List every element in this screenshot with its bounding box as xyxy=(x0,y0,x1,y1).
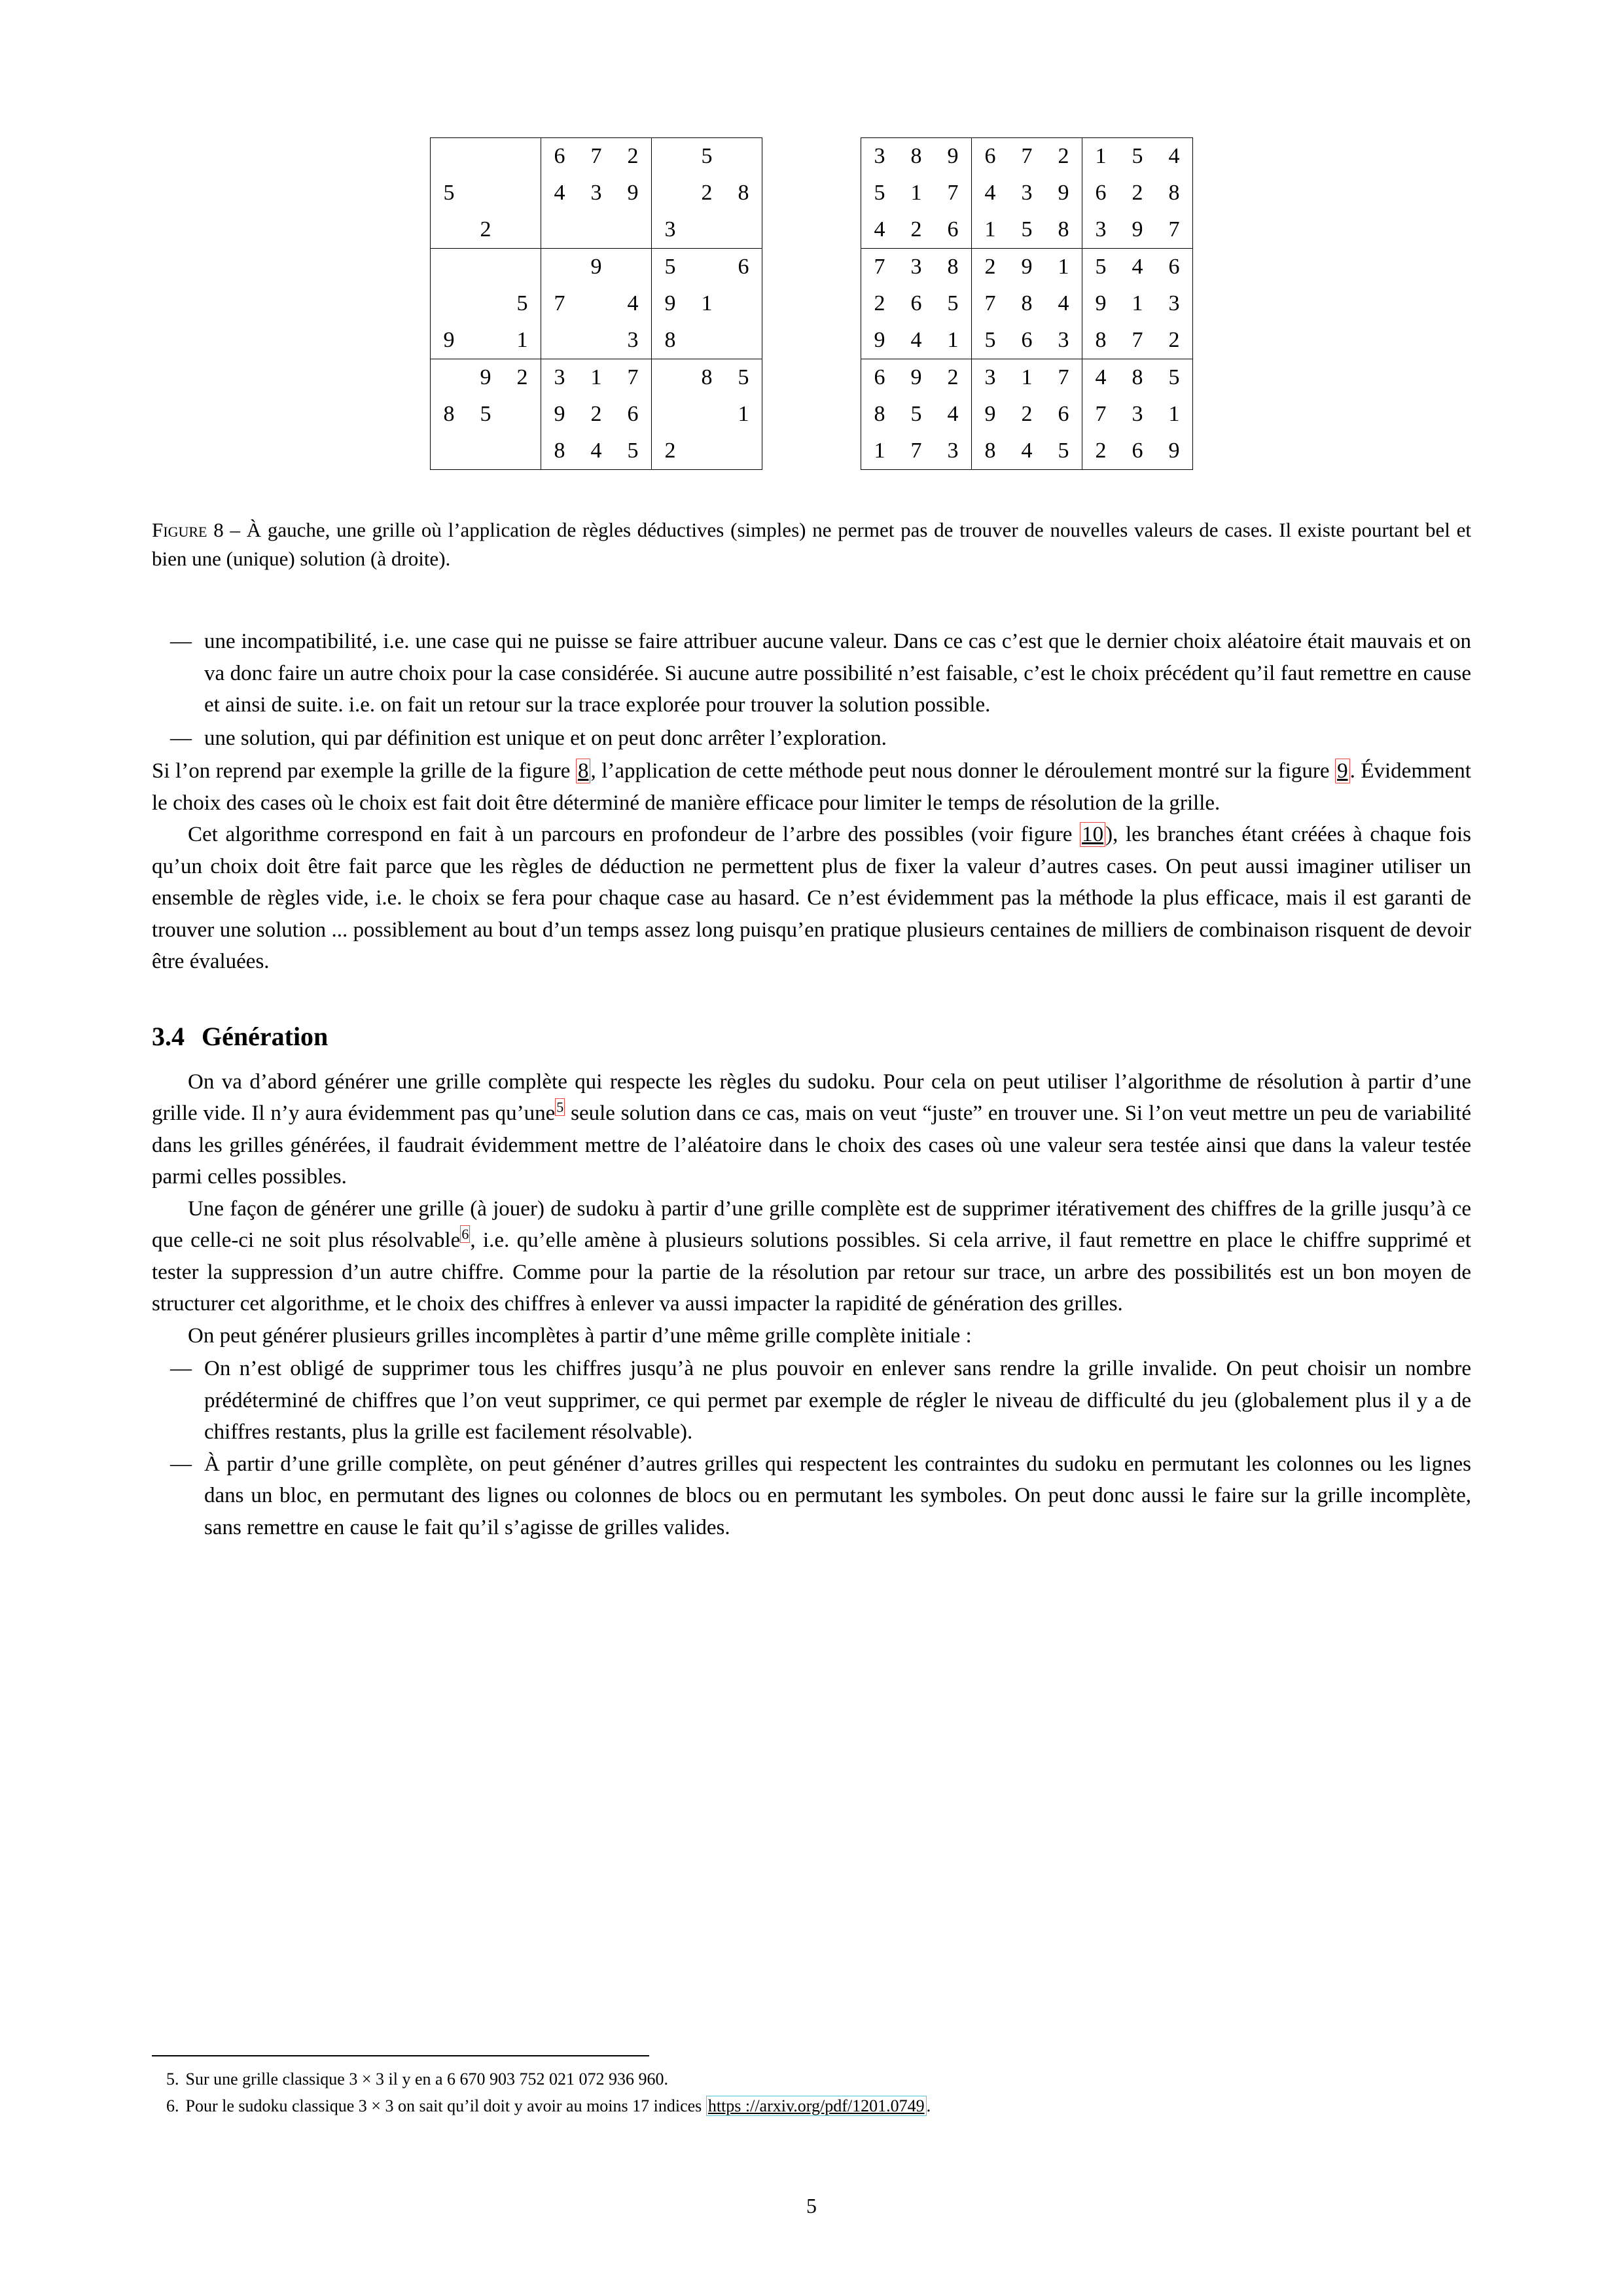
sudoku-cell: 6 xyxy=(541,138,579,175)
sudoku-cell xyxy=(652,138,689,175)
text-fragment: , l’application de cette méthode peut nous donner le déroulement montré sur la figure xyxy=(590,759,1336,783)
sudoku-cell: 3 xyxy=(1021,181,1033,205)
sudoku-cell xyxy=(652,396,689,433)
sudoku-cell: 7 xyxy=(972,285,1009,322)
sudoku-cell: 3 xyxy=(1168,291,1180,315)
sudoku-cell: 2 xyxy=(972,249,1009,286)
sudoku-cell xyxy=(578,322,615,359)
sudoku-cell xyxy=(725,211,762,249)
figure-8-grids xyxy=(152,137,1471,470)
sudoku-cell xyxy=(504,249,541,286)
paragraph-generation-3: On peut générer plusieurs grilles incomplètes à partir d’une même grille complète initiale : xyxy=(188,1323,972,1348)
sudoku-row xyxy=(861,138,1193,175)
sudoku-cell: 2 xyxy=(504,359,541,397)
sudoku-row xyxy=(861,433,1193,470)
sudoku-cell: 8 xyxy=(688,359,725,397)
footnote-5 xyxy=(152,2067,1471,2092)
sudoku-cell xyxy=(541,211,579,249)
sudoku-row xyxy=(431,433,762,470)
sudoku-cell xyxy=(467,322,504,359)
sudoku-cell xyxy=(431,433,468,470)
sudoku-cell: 8 xyxy=(541,433,579,470)
sudoku-row xyxy=(861,359,1193,397)
figure-10-reference-link[interactable]: 10 xyxy=(1080,822,1105,847)
paragraph-generation-2 xyxy=(152,1193,1471,1320)
list-item xyxy=(152,626,1471,721)
sudoku-cell: 4 xyxy=(1021,439,1033,463)
sudoku-cell xyxy=(725,138,762,175)
dash-marker: — xyxy=(170,726,192,750)
sudoku-cell xyxy=(504,175,541,211)
sudoku-cell xyxy=(504,433,541,470)
sudoku-cell: 4 xyxy=(541,175,579,211)
sudoku-row xyxy=(431,211,762,249)
sudoku-cell: 5 xyxy=(627,439,639,463)
arxiv-link[interactable]: https ://arxiv.org/pdf/1201.0749 xyxy=(706,2096,927,2116)
sudoku-cell: 2 xyxy=(1082,433,1120,470)
sudoku-cell xyxy=(688,211,725,249)
footnote-number: 5. xyxy=(166,2069,179,2089)
list-item xyxy=(152,723,1471,755)
list-item-text: On n’est obligé de supprimer tous les chiffres jusqu’à ne plus pouvoir en enlever sans rendre la grille invalide. On peut choisir un nombre prédéterminé de chiffres que l’on veut supprimer, ce qui permet par exemple de régler le niveau de difficulté du jeu (globalement plus il y a de chiffres restants, plus la grille est facilement résolvable). xyxy=(204,1357,1471,1444)
sudoku-cell: 2 xyxy=(590,402,602,426)
sudoku-cell: 8 xyxy=(738,181,749,205)
footnote-marker-5[interactable]: 5 xyxy=(556,1099,564,1116)
dash-marker: — xyxy=(170,1452,192,1476)
sudoku-cell: 5 xyxy=(874,181,885,205)
sudoku-cell: 7 xyxy=(1045,359,1082,397)
sudoku-cell: 8 xyxy=(935,249,972,286)
sudoku-cell: 9 xyxy=(1058,181,1069,205)
sudoku-cell: 1 xyxy=(1132,291,1143,315)
sudoku-cell xyxy=(615,249,652,286)
sudoku-cell: 4 xyxy=(1058,291,1069,315)
sudoku-row xyxy=(861,249,1193,286)
footnote-text: Pour le sudoku classique 3 × 3 on sait qu’il doit y avoir au moins 17 indices xyxy=(185,2096,706,2116)
list-item-text: une solution, qui par définition est unique et on peut donc arrêter l’exploration. xyxy=(204,726,887,750)
sudoku-cell: 5 xyxy=(1058,439,1069,463)
paragraph-reprend xyxy=(152,755,1471,819)
sudoku-cell: 6 xyxy=(1156,249,1193,286)
sudoku-cell xyxy=(467,285,504,322)
sudoku-cell: 3 xyxy=(1058,328,1069,352)
sudoku-cell: 3 xyxy=(972,359,1009,397)
sudoku-cell: 2 xyxy=(652,433,689,470)
footnotes-area xyxy=(152,2055,1471,2121)
text-fragment: seule solution dans ce cas, mais on veut “juste” en trouver une. Si l’on veut mettre un peu de variabilité dans les grilles générées, il faudrait évidemment mettre de l’aléatoire dans le choix des cases où une valeur sera testée ainsi que dans la valeur testée parmi celles possibles. xyxy=(152,1102,1471,1189)
sudoku-row xyxy=(431,285,762,322)
sudoku-cell: 7 xyxy=(1082,396,1120,433)
dash-marker: — xyxy=(170,1357,192,1381)
sudoku-cell: 5 xyxy=(972,322,1009,359)
sudoku-cell: 9 xyxy=(1082,285,1120,322)
sudoku-cell: 2 xyxy=(627,144,639,168)
sudoku-row xyxy=(861,322,1193,359)
sudoku-cell: 3 xyxy=(541,359,579,397)
sudoku-cell: 3 xyxy=(1132,402,1143,426)
sudoku-cell: 2 xyxy=(1168,328,1180,352)
list-item-text: À partir d’une grille complète, on peut généner d’autres grilles qui respectent les contraintes du sudoku en permutant les colonnes ou les lignes dans un bloc, en permutant des lignes ou colonnes de blocs ou en permutant les symboles. On peut donc aussi le faire sur la grille incomplète, sans remettre en cause le fait qu’il s’agisse de grilles valides. xyxy=(204,1452,1471,1539)
footnote-rule xyxy=(152,2055,649,2056)
sudoku-cell: 1 xyxy=(947,328,959,352)
footnote-marker-6[interactable]: 6 xyxy=(461,1226,469,1243)
caption-dash: – xyxy=(223,518,247,541)
text-fragment: On va d’abord générer une grille complète qui respecte les règles du sudoku. Pour cela on peut utiliser l’algorithme de résolution à partir d’une grille vide. Il n’y aura évidemment pas qu’une xyxy=(152,1069,1471,1126)
sudoku-cell: 5 xyxy=(725,359,762,397)
sudoku-cell: 3 xyxy=(652,211,689,249)
sudoku-cell: 5 xyxy=(910,402,922,426)
sudoku-cell xyxy=(431,249,468,286)
sudoku-cell xyxy=(504,396,541,433)
sudoku-cell: 7 xyxy=(1132,328,1143,352)
sudoku-cell xyxy=(467,138,504,175)
sudoku-cell: 7 xyxy=(910,439,922,463)
sudoku-cell: 5 xyxy=(947,291,959,315)
sudoku-cell: 8 xyxy=(874,402,885,426)
list-item xyxy=(152,1448,1471,1544)
figure-caption-text: À gauche, une grille où l’application de règles déductives (simples) ne permet pas de trouver de nouvelles valeurs de cases. Il existe pourtant bel et bien une (unique) solution (à droite). xyxy=(152,518,1472,571)
sudoku-cell xyxy=(725,285,762,322)
sudoku-cell: 9 xyxy=(652,285,689,322)
sudoku-cell: 3 xyxy=(627,328,639,352)
sudoku-cell xyxy=(504,138,541,175)
sudoku-cell: 5 xyxy=(652,249,689,286)
sudoku-cell: 9 xyxy=(578,249,615,286)
sudoku-cell: 8 xyxy=(652,322,689,359)
sudoku-cell xyxy=(431,285,468,322)
sudoku-cell: 2 xyxy=(935,359,972,397)
sudoku-cell: 5 xyxy=(516,291,528,315)
footnote-6 xyxy=(152,2094,1471,2119)
sudoku-cell: 8 xyxy=(910,144,922,168)
sudoku-cell: 1 xyxy=(701,291,713,315)
sudoku-cell: 7 xyxy=(615,359,652,397)
sudoku-cell: 2 xyxy=(1058,144,1069,168)
sudoku-cell: 8 xyxy=(1058,217,1069,242)
sudoku-cell: 8 xyxy=(1082,322,1120,359)
sudoku-cell: 3 xyxy=(947,439,959,463)
sudoku-cell: 5 xyxy=(1132,144,1143,168)
sudoku-cell: 2 xyxy=(701,181,713,205)
text-fragment: Si l’on reprend par exemple la grille de la figure xyxy=(152,759,576,783)
sudoku-cell: 9 xyxy=(898,359,935,397)
sudoku-cell: 8 xyxy=(972,433,1009,470)
page-content xyxy=(152,98,1471,1543)
figure-label: Figure 8 xyxy=(152,518,224,541)
sudoku-cell: 1 xyxy=(578,359,615,397)
paragraph-generation-1 xyxy=(152,1066,1471,1193)
sudoku-cell: 1 xyxy=(1082,138,1120,175)
sudoku-cell: 8 xyxy=(1168,181,1180,205)
sudoku-cell xyxy=(578,285,615,322)
sudoku-cell xyxy=(431,138,468,175)
sudoku-row xyxy=(861,285,1193,322)
sudoku-cell xyxy=(467,433,504,470)
sudoku-cell xyxy=(541,249,579,286)
list-item-text: une incompatibilité, i.e. une case qui ne puisse se faire attribuer aucune valeur. Dans ce cas c’est que le dernier choix aléatoire était mauvais et on va donc faire un autre choix pour la case considérée. Si aucune autre possibilité n’est faisable, c’est le choix précédent qu’il faut remettre en cause et ainsi de suite. i.e. on fait un retour sur la trace explorée pour trouver la solution possible. xyxy=(204,630,1471,717)
section-number: 3.4 xyxy=(152,1021,185,1051)
sudoku-cell: 3 xyxy=(898,249,935,286)
figure-8-reference-link[interactable]: 8 xyxy=(576,759,591,783)
page-number: 5 xyxy=(806,2194,817,2217)
sudoku-cell: 8 xyxy=(1021,291,1033,315)
sudoku-cell: 6 xyxy=(1021,328,1033,352)
sudoku-cell: 9 xyxy=(1168,439,1180,463)
sudoku-row xyxy=(431,138,762,175)
footnote-text: Sur une grille classique 3 × 3 il y en a 6 670 903 752 021 072 936 960. xyxy=(185,2069,669,2089)
sudoku-cell: 1 xyxy=(874,439,885,463)
sudoku-cell: 3 xyxy=(874,144,885,168)
sudoku-row xyxy=(431,396,762,433)
sudoku-cell xyxy=(688,396,725,433)
sudoku-cell: 6 xyxy=(947,217,959,242)
footnote-number: 6. xyxy=(166,2096,179,2116)
text-fragment: Une façon de générer une grille (à jouer) de sudoku à partir d’une grille complète est de supprimer itérativement des chiffres de la grille jusqu’à ce que celle-ci ne soit plus résolvable xyxy=(152,1196,1471,1253)
sudoku-cell: 6 xyxy=(861,359,899,397)
sudoku-row xyxy=(861,175,1193,211)
sudoku-cell: 9 xyxy=(467,359,504,397)
sudoku-row xyxy=(431,359,762,397)
sudoku-cell: 5 xyxy=(1021,217,1033,242)
sudoku-cell: 5 xyxy=(480,402,491,426)
sudoku-cell xyxy=(467,249,504,286)
sudoku-cell: 1 xyxy=(972,211,1009,249)
footnote-text-after: . xyxy=(926,2096,931,2116)
sudoku-cell: 2 xyxy=(874,291,885,315)
sudoku-cell: 6 xyxy=(1082,175,1120,211)
sudoku-cell: 5 xyxy=(1156,359,1193,397)
text-fragment: . Évidemment le choix des cases où le choix est fait doit être déterminé de manière efficace pour limiter le temps de résolution de la grille. xyxy=(152,759,1471,815)
sudoku-cell: 9 xyxy=(947,144,959,168)
sudoku-cell: 7 xyxy=(861,249,899,286)
sudoku-cell: 5 xyxy=(701,144,713,168)
sudoku-cell xyxy=(431,359,468,397)
sudoku-cell: 2 xyxy=(1021,402,1033,426)
sudoku-row xyxy=(861,211,1193,249)
sudoku-cell xyxy=(688,322,725,359)
sudoku-puzzle-grid xyxy=(430,137,762,470)
sudoku-cell: 5 xyxy=(1082,249,1120,286)
sudoku-cell: 4 xyxy=(1168,144,1180,168)
sudoku-cell: 6 xyxy=(972,138,1009,175)
sudoku-cell: 1 xyxy=(738,402,749,426)
sudoku-cell: 4 xyxy=(1082,359,1120,397)
sudoku-cell xyxy=(615,211,652,249)
sudoku-cell: 3 xyxy=(590,181,602,205)
sudoku-row xyxy=(861,396,1193,433)
sudoku-cell: 1 xyxy=(1008,359,1045,397)
sudoku-cell xyxy=(725,433,762,470)
sudoku-row xyxy=(431,175,762,211)
text-fragment: , i.e. qu’elle amène à plusieurs solutions possibles. Si cela arrive, il faut remettre en place le chiffre supprimé et tester la suppression d’un autre chiffre. Comme pour la partie de la résolution par retour sur trace, un arbre des possibilités est un bon moyen de structurer cet algorithme, et le choix des chiffres à enlever va aussi impacter la rapidité de génération des grilles. xyxy=(152,1229,1471,1316)
bullet-list-top xyxy=(152,626,1471,754)
sudoku-cell xyxy=(431,211,468,249)
sudoku-row xyxy=(431,249,762,286)
sudoku-cell: 6 xyxy=(910,291,922,315)
sudoku-cell: 7 xyxy=(1168,217,1180,242)
sudoku-cell: 3 xyxy=(1082,211,1120,249)
figure-caption xyxy=(152,516,1471,573)
sudoku-cell: 6 xyxy=(725,249,762,286)
sudoku-cell: 6 xyxy=(627,402,639,426)
section-heading-generation xyxy=(152,1021,1471,1052)
sudoku-cell: 9 xyxy=(972,396,1009,433)
sudoku-cell: 9 xyxy=(443,328,455,352)
sudoku-cell: 1 xyxy=(1045,249,1082,286)
sudoku-cell: 4 xyxy=(972,175,1009,211)
sudoku-cell: 6 xyxy=(1132,439,1143,463)
sudoku-cell xyxy=(688,433,725,470)
sudoku-cell xyxy=(652,175,689,211)
sudoku-cell: 4 xyxy=(627,291,639,315)
sudoku-cell: 2 xyxy=(1132,181,1143,205)
sudoku-row xyxy=(431,322,762,359)
sudoku-cell: 9 xyxy=(1008,249,1045,286)
sudoku-cell xyxy=(578,211,615,249)
sudoku-cell: 1 xyxy=(910,181,922,205)
bullet-list-generation xyxy=(152,1353,1471,1543)
list-item xyxy=(152,1353,1471,1448)
sudoku-cell: 4 xyxy=(1119,249,1156,286)
sudoku-cell: 8 xyxy=(1119,359,1156,397)
sudoku-cell: 5 xyxy=(443,181,455,205)
paragraph-algorithme xyxy=(152,819,1471,978)
text-fragment: ), les branches étant créées à chaque fois qu’un choix doit être fait parce que les règles de déduction ne permettent plus de fixer la valeur d’autres cases. On peut aussi imaginer utiliser un ensemble de règles vide, i.e. le choix se fera pour chaque case au hasard. Ce n’est évidemment pas la méthode la plus efficace, mais il est garanti de trouver une solution ... possiblement au bout d’un temps assez long puisqu’en pratique plusieurs centaines de milliers de combinaison risquent de devoir être évaluées. xyxy=(152,823,1472,974)
figure-9-reference-link[interactable]: 9 xyxy=(1335,759,1350,783)
sudoku-solution-grid xyxy=(861,137,1193,470)
sudoku-cell xyxy=(541,322,579,359)
sudoku-cell: 2 xyxy=(910,217,922,242)
sudoku-cell: 9 xyxy=(1132,217,1143,242)
sudoku-cell xyxy=(725,322,762,359)
sudoku-cell: 4 xyxy=(947,402,959,426)
sudoku-cell: 8 xyxy=(443,402,455,426)
sudoku-cell: 9 xyxy=(541,396,579,433)
sudoku-cell: 7 xyxy=(590,144,602,168)
sudoku-cell xyxy=(504,211,541,249)
sudoku-cell xyxy=(652,359,689,397)
sudoku-cell: 2 xyxy=(480,217,491,242)
sudoku-cell: 9 xyxy=(627,181,639,205)
sudoku-cell: 6 xyxy=(1058,402,1069,426)
sudoku-cell: 7 xyxy=(947,181,959,205)
sudoku-cell: 4 xyxy=(590,439,602,463)
sudoku-cell xyxy=(467,175,504,211)
sudoku-cell: 4 xyxy=(910,328,922,352)
section-title: Génération xyxy=(202,1021,329,1051)
sudoku-cell: 1 xyxy=(516,328,528,352)
sudoku-cell: 7 xyxy=(1021,144,1033,168)
sudoku-cell: 1 xyxy=(1168,402,1180,426)
sudoku-cell xyxy=(688,249,725,286)
sudoku-cell: 9 xyxy=(874,328,885,352)
sudoku-cell: 4 xyxy=(874,217,885,242)
text-fragment: Cet algorithme correspond en fait à un parcours en profondeur de l’arbre des possibles (voir figure xyxy=(188,823,1080,847)
sudoku-cell: 7 xyxy=(541,285,579,322)
dash-marker: — xyxy=(170,630,192,654)
